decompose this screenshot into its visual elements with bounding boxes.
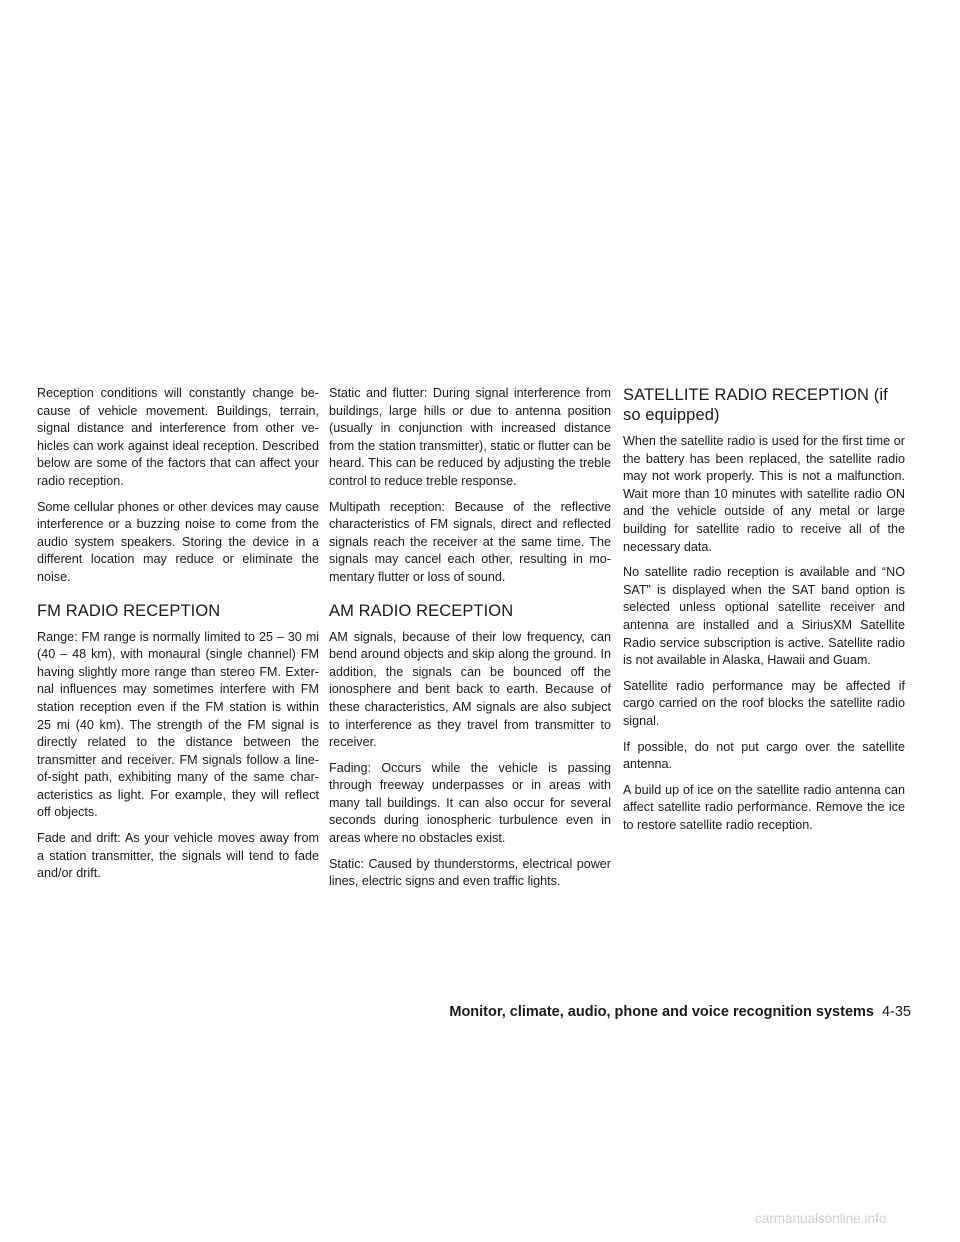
body-paragraph: AM signals, because of their low frequency, can bend around objects and skip along the ground. In addition, the signals can be bounced off the ionosphere and bent back to earth. Because of these characteristics, AM signals are also subject to interference as they travel from transmitter to receiver. [329,629,611,750]
body-paragraph: No satellite radio reception is available and “NO SAT” is displayed when the SAT band option is selected unless optional satellite receiver and antenna are installed and a SiriusXM Satellite Radio service subscription is active. Satellite radio is not available in Alaska, Hawaii and Guam. [623,565,905,668]
chapter-title: Monitor, climate, audio, phone and voice recognition systems [449,1004,874,1020]
body-paragraph: Static: Caused by thunderstorms, electrical power lines, electric signs and even traffic lights. [329,856,611,889]
page-footer [449,1002,911,1022]
body-paragraph: Satellite radio performance may be affected if cargo carried on the roof blocks the satellite radio signal. [623,678,905,728]
body-paragraph: When the satellite radio is used for the first time or the battery has been replaced, the satellite radio may not work properly. This is not a malfunction. Wait more than 10 minutes with satellite radio ON and the vehicle outside of any metal or large building for satellite radio to receive all of the necessary data. [623,434,905,554]
body-paragraph: A build up of ice on the satellite radio antenna can affect satellite radio performance. Remove the ice to restore satellite radio reception. [623,782,905,832]
body-paragraph: Some cellular phones or other devices may cause interference or a buzzing noise to come from the audio system speakers. Storing the device in a different location may reduce or eliminate the noise. [37,499,319,584]
body-paragraph: Multipath reception: Because of the reflective characteristics of FM signals, direct and reflected signals reach the receiver at the same time. The signals may cancel each other, resulting in momentary flutter or loss of sound. [329,499,611,584]
body-paragraph: Static and flutter: During signal interference from buildings, large hills or due to antenna position (usually in conjunction with increased distance from the station transmitter), static or flutter can be heard. This can be reduced by adjusting the treble control to reduce treble response. [329,386,611,488]
section-heading: AM RADIO RECEPTION [329,601,514,620]
text-column-2 [329,385,611,899]
body-paragraph: Fade and drift: As your vehicle moves away from a station transmitter, the signals will tend to fade and/or drift. [37,831,319,881]
body-paragraph: If possible, do not put cargo over the satellite antenna. [623,739,905,772]
section-heading: FM RADIO RECEPTION [37,601,221,620]
text-column-1 [37,385,319,891]
watermark: carmanualsonline.info [755,1211,887,1226]
body-paragraph: Range: FM range is normally limited to 25 – 30 mi (40 – 48 km), with monaural (single channel) FM having slightly more range than stereo FM. External influences may sometimes interfere with FM station reception even if the FM station is within 25 mi (40 km). The strength of the FM signal is directly related to the distance between the transmitter and receiver. FM signals follow a line-of-sight path, exhibiting many of the same characteristics as light. For example, they will reflect off objects. [37,629,319,820]
text-column-3 [623,385,905,842]
body-paragraph: Fading: Occurs while the vehicle is passing through freeway underpasses or in areas with many tall buildings. It can also occur for several seconds during ionospheric turbulence even in areas where no obstacles exist. [329,760,611,846]
section-heading: SATELLITE RADIO RECEPTION (if so equipped) [623,386,888,424]
page-number: 4-35 [881,1004,911,1020]
body-paragraph: Reception conditions will constantly change because of vehicle movement. Buildings, terrain, signal distance and interference from other vehicles can work against ideal reception. Described below are some of the factors that can affect your radio reception. [37,386,319,488]
